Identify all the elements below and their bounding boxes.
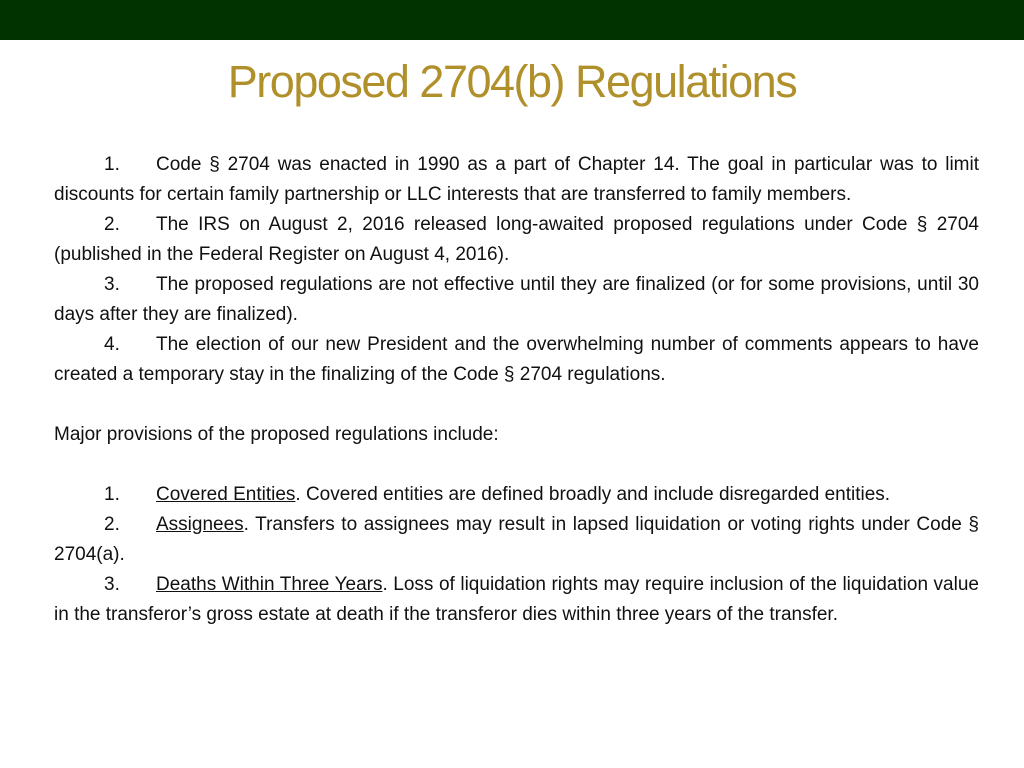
provision-item (54, 480, 979, 510)
item-number: 1. (104, 484, 120, 505)
item-number: 4. (104, 334, 120, 355)
provision-heading: Assignees (156, 514, 244, 535)
item-text: . Loss of liquidation rights may require inclusion of the liquidation value in the transferor’s gross estate at death if the transferor dies within three years of the transfer. (54, 574, 979, 625)
spacer (54, 450, 979, 480)
item-number: 3. (104, 574, 120, 595)
provision-item (54, 510, 979, 570)
spacer (54, 390, 979, 420)
slide-title: Proposed 2704(b) Regulations (227, 56, 797, 107)
item-text: . Transfers to assignees may result in lapsed liquidation or voting rights under Code § 2704(a). (54, 514, 979, 565)
provisions-heading: Major provisions of the proposed regulations include: (54, 424, 499, 445)
provision-heading: Covered Entities (156, 484, 296, 505)
header-bar (0, 0, 1024, 40)
intro-item (54, 270, 979, 330)
item-number: 2. (104, 514, 120, 535)
item-text: . Covered entities are defined broadly and include disregarded entities. (295, 484, 891, 505)
item-number: 3. (104, 274, 120, 295)
provision-heading: Deaths Within Three Years (156, 574, 383, 595)
intro-item (54, 150, 979, 210)
item-text: Code § 2704 was enacted in 1990 as a part of Chapter 14. The goal in particular was to limit discounts for certain family partnership or LLC interests that are transferred to family members. (54, 154, 979, 205)
item-number: 2. (104, 214, 120, 235)
item-text: The proposed regulations are not effective until they are finalized (or for some provisions, until 30 days after they are finalized). (54, 274, 979, 325)
slide-body (54, 150, 979, 630)
item-text: The IRS on August 2, 2016 released long-awaited proposed regulations under Code § 2704 (published in the Federal Register on August 4, 2016). (54, 214, 979, 265)
intro-item (54, 210, 979, 270)
provision-item (54, 570, 979, 630)
item-number: 1. (104, 154, 120, 175)
intro-item (54, 330, 979, 390)
item-text: The election of our new President and the overwhelming number of comments appears to have created a temporary stay in the finalizing of the Code § 2704 regulations. (54, 334, 979, 385)
